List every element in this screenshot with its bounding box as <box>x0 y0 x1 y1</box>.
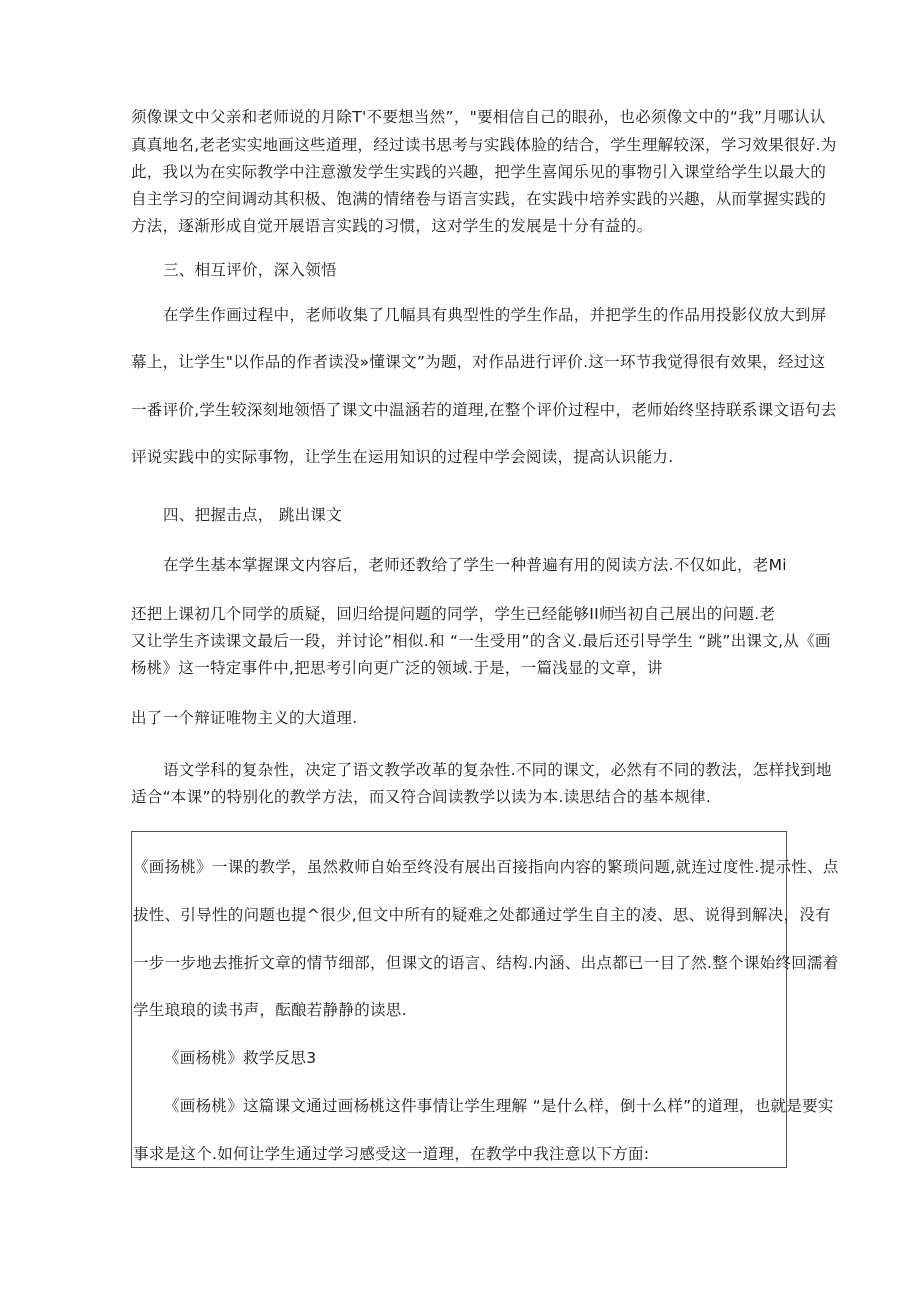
intro-line-4: 自主学习的空间调动其积极、饱满的情绪卷与语言实践，在实践中培养实践的兴趣，从而掌握实践的 <box>131 190 827 208</box>
box-title: 《画杨桃》救学反思3 <box>164 1049 317 1067</box>
section-3-line-1: 在学生作画过程中，老师收集了几幅具有典型性的学生作品，并把学生的作品用投影仪放大到屏 <box>163 306 827 324</box>
section-4-line-5: 出了一个辩证唯物主义的大道理. <box>131 709 358 727</box>
intro-line-5: 方法，逐渐形成自觉开展语言实践的习惯，这对学生的发展是十分有益的。 <box>131 217 653 235</box>
section-4-line-2b: 当初自己展出的问题.老 <box>612 605 776 623</box>
intro-line-2: 真真地名,老老实实地画这些道理，经过读书思考与实践体脸的结合，学生理解较深，学习效果很好.为 <box>131 136 837 154</box>
box-line-4: 学生琅琅的读书声，酝酿若静静的读思. <box>133 1001 407 1019</box>
box-line-3: 一步一步地去推折文章的情节细部，但课文的语言、结构.内涵、出点都已一目了然.整个课始终回濡着 <box>133 954 839 972</box>
section-3-line-2: 幕上，让学生"以作品的作者读没»懂课文”为题，对作品进行评价.这一环节我觉得很有效果，经过这 <box>131 353 826 371</box>
box-line-2: 拔性、引导性的问题也提^很少,但文中所有的疑难之处都通过学生自主的凌、思、说得到解决，没有 <box>133 906 831 924</box>
section-4-heading: 四、把握击点， 跳出课文 <box>163 506 343 524</box>
closing-line-2: 适合“本课”的特别化的教学方法，而又符合闾读教学以读为本.读思结合的基本规律. <box>131 788 712 806</box>
section-4-line-4: 杨桃》这一特定事件中,把思考引向更广泛的领域.于是，一篇浅显的文章，讲 <box>131 659 663 677</box>
intro-line-3: 此，我以为在实际教学中注意激发学生实践的兴趣，把学生喜闻乐见的事物引入课堂给学生以最大的 <box>131 163 827 181</box>
section-4-line-2a: 还把上课初几个同学的质疑，回归给提问题的同学，学生已经能够II师 <box>131 605 615 623</box>
section-4-line-3: 又让学生齐读课文最后一段，并讨论”相似.和 “一生受用”的含义.最后还引导学生 “跳”出课文,从《画 <box>131 632 831 650</box>
box-line-1: 《画扬桃》一课的教学，虽然救师自始至终没有展出百接指向内容的繁琐问题,就连过度性.提示性、点 <box>133 858 839 876</box>
closing-line-1: 语文学科的复杂性，决定了语文教学改革的复杂性.不同的课文，必然有不同的教法，怎样找到地 <box>163 761 832 779</box>
section-4-line-1: 在学生基本掌握课文内容后，老师还教给了学生一种普遍有用的阅读方法.不仅如此，老Mi <box>163 556 787 574</box>
section-3-line-3: 一番评价,学生较深刻地领悟了课文中温涵若的道理,在整个评价过程中，老师始终坚持联系课文语句去 <box>131 401 837 419</box>
section-3-line-4: 评说实践中的实际事物，让学生在运用知识的过程中学会阅读，提高认识能力. <box>131 448 674 466</box>
intro-line-1: 须像课文中父亲和老师说的月除T'不要想当然”，"要相信自己的眼孙，也必须像文中的“我”月哪认认 <box>131 108 826 126</box>
section-3-heading: 三、相互评价，深入领悟 <box>163 261 337 279</box>
box-paragraph-line-1: 《画杨桃》这篇课文通过画杨桃这件事情让学生理解 “是什么样，倒十么样”的道理，也就是要实 <box>164 1097 834 1115</box>
box-paragraph-line-2: 事求是这个.如何让学生通过学习感受这一道理，在教学中我注意以下方面: <box>133 1145 650 1163</box>
